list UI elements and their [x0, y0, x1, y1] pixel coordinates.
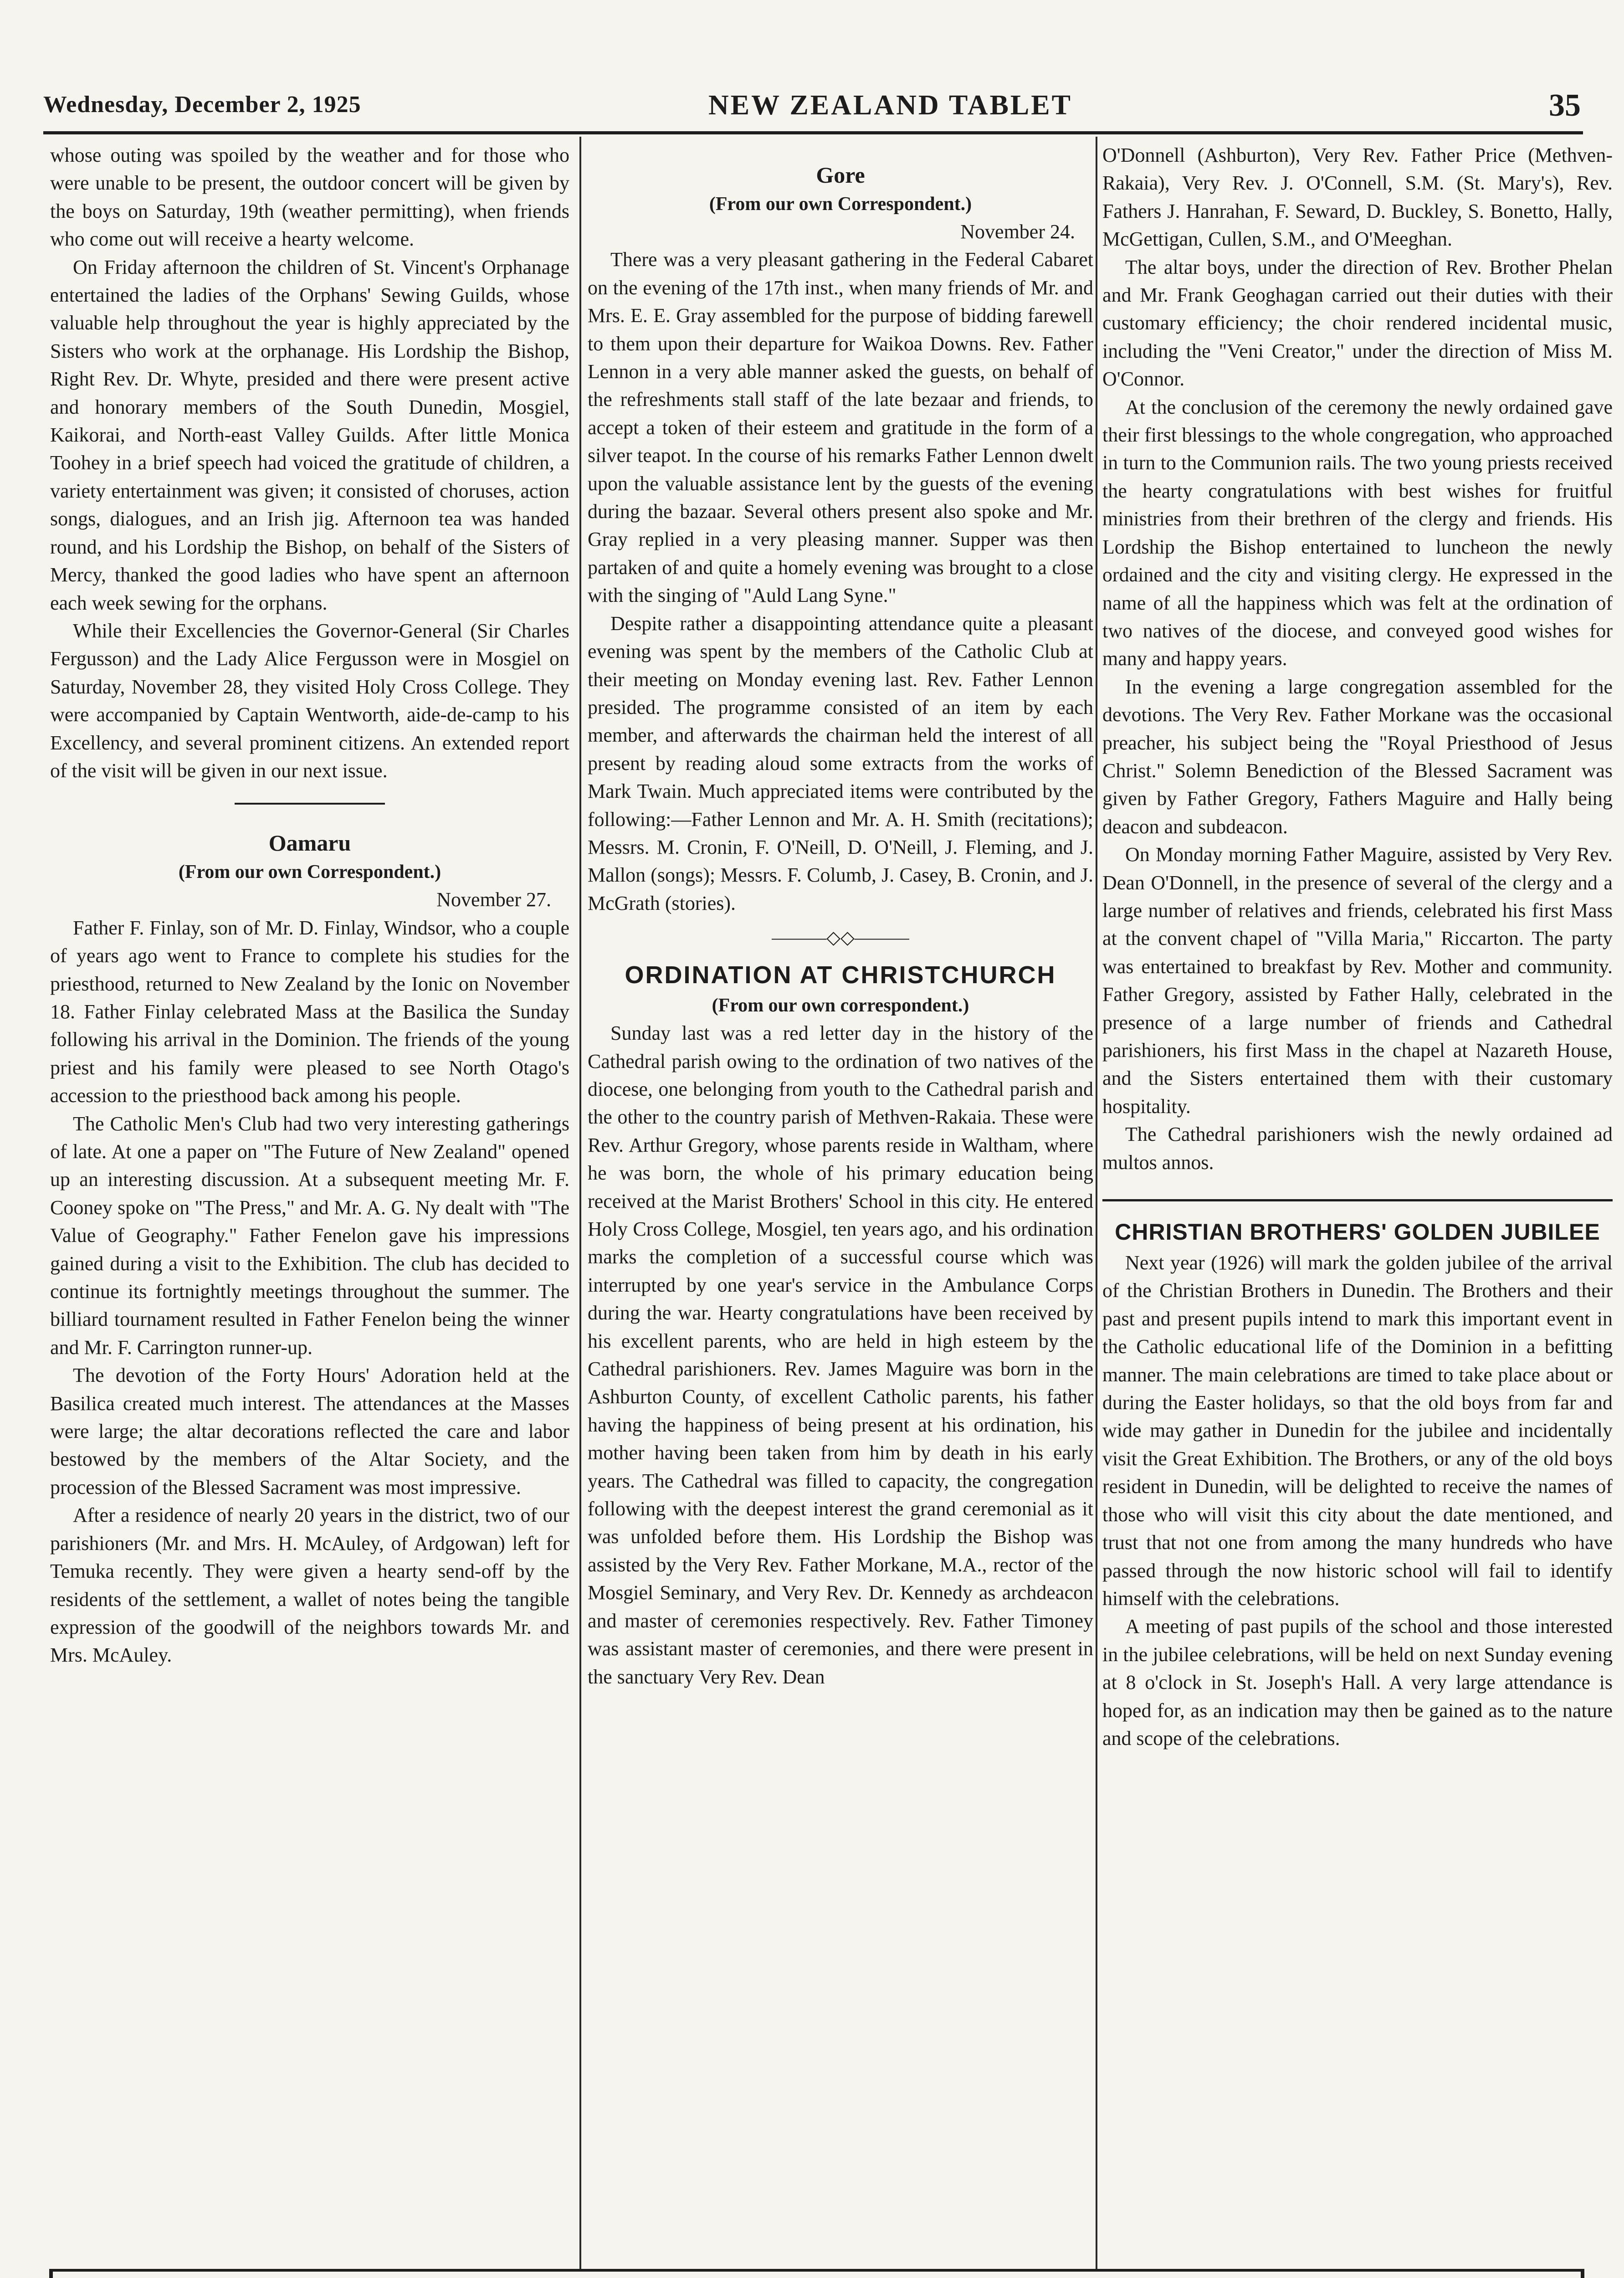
article-paragraph: The altar boys, under the direction of Rev. Brother Phelan and Mr. Frank Geoghagan carried out their duties with their customary efficiency; the choir rendered incidental music, including the "Veni Creator," under the direction of Miss M. O'Connor. [1102, 256, 1613, 390]
issue-date: Wednesday, December 2, 1925 [43, 92, 361, 118]
masthead-title: NEW ZEALAND TABLET [708, 90, 1072, 121]
article-paragraph: O'Donnell (Ashburton), Very Rev. Father Price (Methven-Rakaia), Very Rev. J. O'Connell, S.M. (St. Mary's), Rev. Fathers J. Hanrahan, F. Seward, D. Buckley, S. Bonetto, Hally, McGettigan, Cullen, S.M., and O'Meeghan. [1102, 144, 1613, 251]
ornament-divider: ———◇◇——— [772, 927, 909, 948]
page-header [43, 88, 1581, 128]
column-3 [1102, 141, 1613, 1752]
section-title: Gore [816, 162, 865, 188]
article-paragraph: On Friday afternoon the children of St. Vincent's Orphanage entertained the ladies of the Orphans' Sewing Guilds, whose valuable help throughout the year is highly appreciated by the Sisters who work at the orphanage. His Lordship the Bishop, Right Rev. Dr. Whyte, presided and there were present active and honorary members of the South Dunedin, Mosgiel, Kaikorai, and North-east Valley Guilds. After little Monica Toohey in a brief speech had voiced the gratitude of children, a variety entertainment was given; it consisted of choruses, action songs, dialogues, and an Irish jig. Afternoon tea was handed round, and his Lordship the Bishop, on behalf of the Sisters of Mercy, thanked the good ladies who have spent an afternoon each week sewing for the orphans. [50, 256, 569, 614]
column-divider [1096, 137, 1097, 2269]
article-paragraph: Next year (1926) will mark the golden jubilee of the arrival of the Christian Brothers in Dunedin. The Brothers and their past and present pupils intend to mark this important event in the Catholic educational life of the Dominion in a befitting manner. The main celebrations are timed to take place about or during the Easter holidays, so that the old boys from far and wide may gather in Dunedin for the jubilee and incidentally visit the Great Exhibition. The Brothers, or any of the old boys resident in Dunedin, will be delighted to receive the names of those who will visit this city about the date mentioned, and trust that not one from among the many hundreds who have passed through the now historic school will fail to identify himself with the celebrations. [1102, 1252, 1613, 1610]
section-separator [235, 803, 385, 805]
article-paragraph: Sunday last was a red letter day in the history of the Cathedral parish owing to the ordination of two natives of the diocese, one belonging from youth to the Cathedral parish and the other to the country parish of Methven-Rakaia. These were Rev. Arthur Gregory, whose parents reside in Waltham, where he was born, the whole of his primary education being received at the Marist Brothers' School in this city. He entered Holy Cross College, Mosgiel, ten years ago, and his ordination marks the completion of a successful course which was interrupted by one year's service in the Ambulance Corps during the war. Hearty congratulations have been received by his excellent parents, who are held in high esteem by the Cathedral parishioners. Rev. James Maguire was born in the Ashburton County, of excellent Catholic parents, his father having the happiness of being present at his ordination, his mother having been taken from him by death in his early years. The Cathedral was filled to capacity, the congregation following with the deepest interest the grand ceremonial as it was unfolded before them. His Lordship the Bishop was assisted by the Very Rev. Father Morkane, M.A., rector of the Mosgiel Seminary, and Very Rev. Dr. Kennedy as archdeacon and master of ceremonies respectively. Rev. Father Timoney was assistant master of ceremonies, and there were present in the sanctuary Very Rev. Dean [588, 1022, 1093, 1688]
article-paragraph: There was a very pleasant gathering in the Federal Cabaret on the evening of the 17th inst., when many friends of Mr. and Mrs. E. E. Gray assembled for the purpose of bidding farewell to them upon their departure for Waikoa Downs. Rev. Father Lennon in a very able manner asked the guests, on behalf of the refreshments stall staff of the late bezaar and friends, to accept a token of their esteem and gratitude in the form of a silver teapot. In the course of his remarks Father Lennon dwelt upon the valuable assistance lent by the guests of the evening during the bazaar. Several others present also spoke and Mr. Gray replied in a very pleasing manner. Supper was then partaken of and quite a homely evening was brought to a close with the singing of "Auld Lang Syne." [588, 248, 1093, 607]
article-paragraph: At the conclusion of the ceremony the newly ordained gave their first blessings to the whole congregation, who approached in turn to the Communion rails. The two young priests received the hearty congratulations with best wishes for fruitful ministries from their brethren of the clergy and friends. His Lordship the Bishop entertained to luncheon the newly ordained and the city and visiting clergy. He expressed in the name of all the happiness which was felt at the ordination of two natives of the diocese, and conveyed good wishes for many and happy years. [1102, 395, 1613, 670]
column-1 [50, 141, 569, 1669]
dateline: November 27. [436, 888, 551, 911]
column-2 [588, 141, 1093, 1691]
page-number: 35 [1549, 88, 1581, 123]
column-divider [579, 137, 581, 2269]
section-subtitle: (From our own Correspondent.) [709, 194, 972, 215]
section-separator [1102, 1199, 1613, 1201]
article-paragraph: In the evening a large congregation assembled for the devotions. The Very Rev. Father Morkane was the occasional preacher, his subject being the "Royal Priesthood of Jesus Christ." Solemn Benediction of the Blessed Sacrament was given by Father Gregory, Fathers Maguire and Hally being deacon and subdeacon. [1102, 675, 1613, 838]
section-title: Oamaru [268, 830, 351, 856]
advertisement [49, 2269, 1584, 2278]
dateline: November 24. [960, 221, 1075, 243]
article-paragraph: The devotion of the Forty Hours' Adoration held at the Basilica created much interest. The attendances at the Masses were large; the altar decorations reflected the care and labor bestowed by the members of the Altar Society, and the procession of the Blessed Sacrament was most impressive. [50, 1364, 569, 1498]
article-paragraph: Father F. Finlay, son of Mr. D. Finlay, Windsor, who a couple of years ago went to France to complete his studies for the priesthood, returned to New Zealand by the Ionic on November 18. Father Finlay celebrated Mass at the Basilica the Sunday following his arrival in the Dominion. The friends of the young priest and his family were pleased to see North Otago's accession to the priesthood back among his people. [50, 916, 569, 1107]
header-rule [43, 131, 1583, 134]
article-paragraph: whose outing was spoiled by the weather and for those who were unable to be present, the outdoor concert will be given by the boys on Saturday, 19th (weather permitting), when friends who come out will receive a hearty welcome. [50, 144, 569, 251]
section-title: ORDINATION AT CHRISTCHURCH [625, 961, 1056, 989]
section-subtitle: (From our own correspondent.) [712, 995, 969, 1016]
article-paragraph: The Catholic Men's Club had two very interesting gatherings of late. At one a paper on "The Future of New Zealand" opened up an interesting discussion. At a subsequent meeting Mr. F. Cooney spoke on "The Press," and Mr. A. G. Ny dealt with "The Value of Geography." Father Fenelon gave his impressions gained during a visit to the Exhibition. The club has decided to continue its fortnightly meetings throughout the summer. The billiard tournament resulted in Father Fenelon being the winner and Mr. F. Carrington runner-up. [50, 1112, 569, 1359]
section-subtitle: (From our own Correspondent.) [178, 862, 441, 883]
article-paragraph: After a residence of nearly 20 years in the district, two of our parishioners (Mr. and Mrs. H. McAuley, of Ardgowan) left for Temuka recently. They were given a hearty send-off by the residents of the settlement, a wallet of notes being the tangible expression of the goodwill of the neighbors towards Mr. and Mrs. McAuley. [50, 1504, 569, 1667]
article-paragraph: A meeting of past pupils of the school and those interested in the jubilee celebrations, will be held on next Sunday evening at 8 o'clock in St. Joseph's Hall. A very large attendance is hoped for, as an indication may then be gained as to the nature and scope of the celebrations. [1102, 1615, 1613, 1750]
article-paragraph: The Cathedral parishioners wish the newly ordained ad multos annos. [1102, 1123, 1613, 1174]
article-paragraph: On Monday morning Father Maguire, assisted by Very Rev. Dean O'Donnell, in the presence of several of the clergy and a large number of relatives and friends, celebrated his first Mass at the convent chapel of "Villa Maria," Riccarton. The party was entertained to breakfast by Rev. Mother and community. Father Gregory, assisted by Father Hally, celebrated in the presence of a large number of friends and Cathedral parishioners, his first Mass in the chapel at Nazareth House, and the Sisters entertained them with their customary hospitality. [1102, 843, 1613, 1118]
article-paragraph: While their Excellencies the Governor-General (Sir Charles Fergusson) and the Lady Alice Fergusson were in Mosgiel on Saturday, November 28, they visited Holy Cross College. They were accompanied by Captain Wentworth, aide-de-camp to his Excellency, and several prominent citizens. An extended report of the visit will be given in our next issue. [50, 619, 569, 782]
section-title: CHRISTIAN BROTHERS' GOLDEN JUBILEE [1115, 1219, 1600, 1245]
article-paragraph: Despite rather a disappointing attendance quite a pleasant evening was spent by the members of the Catholic Club at their meeting on Monday evening last. Rev. Father Lennon presided. The programme consisted of an item by each member, and afterwards the chairman held the interest of all present by reading aloud some extracts from the works of Mark Twain. Much appreciated items were contributed by the following:—Father Lennon and Mr. A. H. Smith (recitations); Messrs. M. Cronin, F. O'Neill, D. O'Neill, J. Fleming, and J. Mallon (songs); Messrs. F. Columb, J. Casey, B. Cronin, and J. McGrath (stories). [588, 612, 1093, 914]
